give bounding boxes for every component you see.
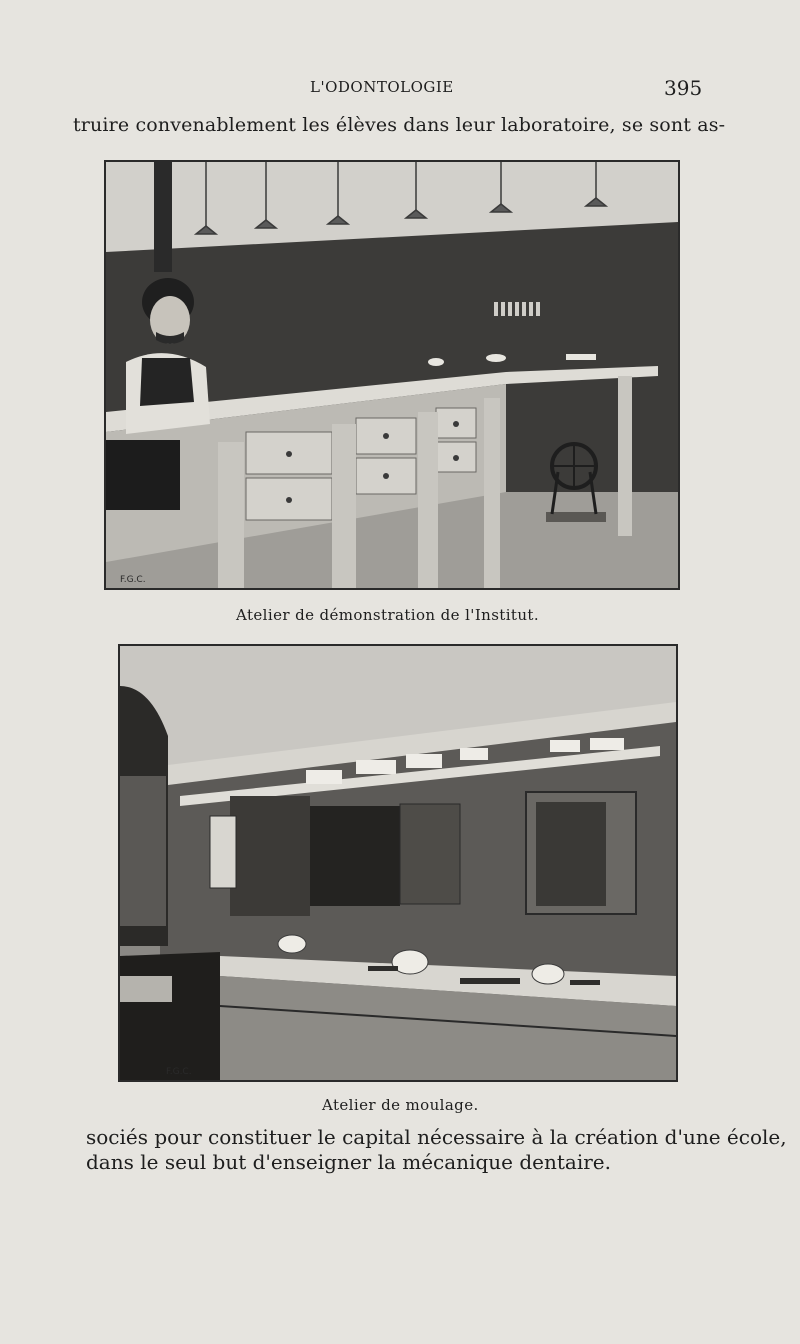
figure-caption-demonstration: Atelier de démonstration de l'Institut. <box>236 606 540 624</box>
body-text-line-2: sociés pour constituer le capital nécessaire à la création d'une école, <box>86 1125 787 1149</box>
photo-demonstration-workshop <box>104 160 680 590</box>
body-text-line-1: truire convenablement les élèves dans leur laboratoire, se sont as- <box>73 114 726 136</box>
photo-signature: F.G.C. <box>166 1067 192 1077</box>
photo-molding-workshop <box>118 644 678 1082</box>
running-head <box>0 76 800 102</box>
body-text-line-3: dans le seul but d'enseigner la mécanique dentaire. <box>86 1150 611 1174</box>
running-title: L'ODONTOLOGIE <box>310 78 454 96</box>
photo-signature: F.G.C. <box>120 575 146 585</box>
figure-caption-molding: Atelier de moulage. <box>322 1096 479 1114</box>
page-number: 395 <box>664 76 703 100</box>
